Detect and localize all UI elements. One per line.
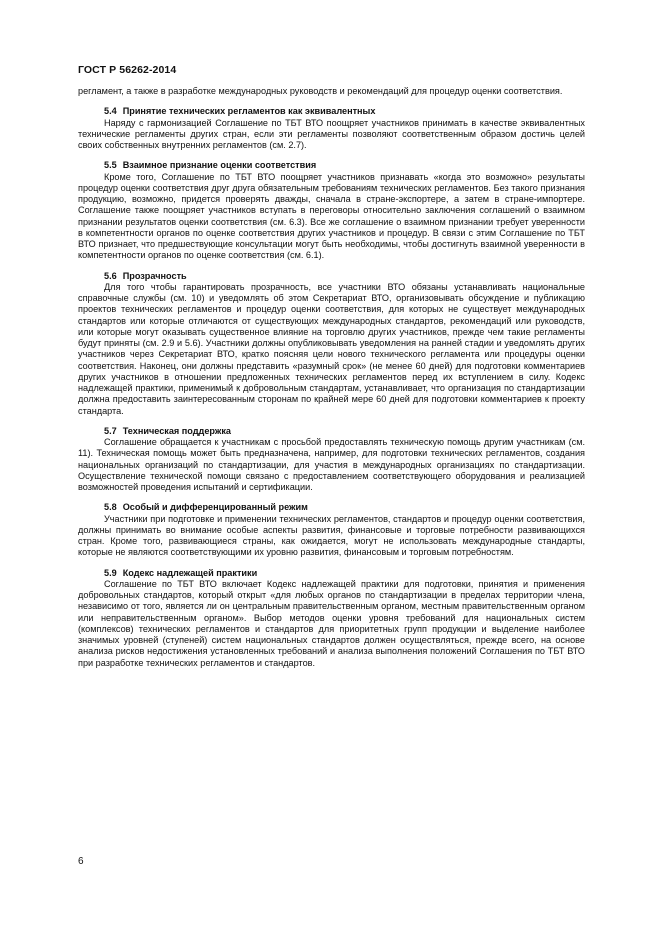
section-title: Кодекс надлежащей практики bbox=[122, 567, 258, 578]
section-number: 5.7 bbox=[104, 425, 117, 436]
section-heading bbox=[78, 426, 585, 437]
intro-paragraph: регламент, а также в разработке международных руководств и рекомендаций для процедур оценки соответствия. bbox=[78, 86, 563, 96]
section-5-8 bbox=[78, 502, 585, 558]
section-5-6 bbox=[78, 271, 585, 417]
section-5-9 bbox=[78, 568, 585, 669]
section-heading bbox=[78, 160, 585, 171]
section-number: 5.9 bbox=[104, 567, 117, 578]
section-5-4 bbox=[78, 106, 585, 151]
section-paragraph: Кроме того, Соглашение по ТБТ ВТО поощряет участников признавать «когда это возможно» результаты процедур оценки соответствия друг друга обязательным требованиям технических регламентов. Без такого признания продукцию, возможно, придется проверять дважды, сначала в стране-экспортере, а затем в стране-импортере. Соглашение также поощряет участников вступать в переговоры относительно заключения соглашений о взаимном признании результатов оценки соответствия (см. 6.3). Все же соглашение о взаимном признании требует уверенности в компетентности органов по оценке соответствия других участников и процедур. В связи с этим Соглашение по ТБТ ВТО признает, что предшествующие консультации могут быть необходимы, чтобы достигнуть взаимной уверенности в компетентности органов по оценке соответствия (см. 6.1). bbox=[78, 171, 585, 261]
section-heading bbox=[78, 502, 585, 513]
section-paragraph: Соглашение по ТБТ ВТО включает Кодекс надлежащей практики для подготовки, принятия и применения добровольных стандартов, который открыт «для любых органов по стандартизации в пределах территории члена, независимо от того, является ли он центральным правительственным органом, местным правительственным органом или неправительственным органом». Выбор методов оценки уровня требований для национальных систем (комплексов) технических регламентов и стандартов для приоритетных групп продукции и выделение наиболее значимых уровней (ступеней) систем национальных стандартов должен осуществляться, прежде всего, на основе анализа рисков недостижения установленных требований и анализа выполнения положений Соглашения по ТБТ ВТО при разработке технических регламентов и стандартов. bbox=[78, 578, 585, 668]
section-5-5 bbox=[78, 160, 585, 261]
section-title: Техническая поддержка bbox=[122, 425, 231, 436]
section-number: 5.6 bbox=[104, 270, 117, 281]
section-title: Взаимное признание оценки соответствия bbox=[122, 160, 317, 171]
section-paragraph: Соглашение обращается к участникам с просьбой предоставлять техническую помощь другим участникам (см. 11). Техническая помощь может быть предназначена, например, для подготовки технических регламентов, создания национальных организаций по стандартизации, для участия в международных организациях по стандартизации. Осуществление технической помощи связано с предоставлением соответствующего оборудования и реализацией возможностей проведения испытаний и сертификации. bbox=[78, 437, 585, 492]
document-body bbox=[78, 86, 585, 669]
section-heading bbox=[78, 568, 585, 579]
page-number: 6 bbox=[78, 856, 84, 867]
section-number: 5.4 bbox=[104, 106, 117, 117]
section-title: Особый и дифференцированный режим bbox=[122, 502, 308, 513]
section-5-7 bbox=[78, 426, 585, 494]
section-paragraph: Для того чтобы гарантировать прозрачность, все участники ВТО обязаны устанавливать национальные справочные службы (см. 10) и уведомлять об этом Секретариат ВТО, организовывать обсуждение и публикацию проектов технических регламентов и процедур оценки соответствия, для которых не существует международных стандартов или которые отличаются от существующих международных стандартов, рекомендаций или руководств, или которые могут оказывать существенное влияние на торговлю других участников, прежде чем такие регламенты будут приняты (см. 2.9 и 5.6). Участники должны опубликовывать уведомления на ранней стадии и уведомлять других участников через Секретариат ВТО, кратко поясняя цели нового технического регламента или процедуры оценки соответствия. Наконец, они должны представить «разумный срок» (не менее 60 дней) для подготовки комментариев других участников в отношении предложенных технических регламентов перед их вступлением в силу. Кодекс надлежащей практики, применимый к добровольным стандартам, устанавливает, что организация по стандартизации должна предоставить заинтересованным сторонам по крайней мере 60 дней для подготовки комментариев к проекту стандарта. bbox=[78, 281, 585, 416]
section-title: Прозрачность bbox=[122, 270, 187, 281]
section-heading bbox=[78, 106, 585, 117]
section-number: 5.5 bbox=[104, 160, 117, 171]
section-paragraph: Наряду с гармонизацией Соглашение по ТБТ ВТО поощряет участников принимать в качестве эквивалентных технические регламенты других стран, если эти регламенты позволяют соответственным образом достичь целей своих собственных внутренних регламентов (см. 2.7). bbox=[78, 117, 585, 150]
section-heading bbox=[78, 271, 585, 282]
section-title: Принятие технических регламентов как эквивалентных bbox=[122, 106, 376, 117]
section-paragraph: Участники при подготовке и применении технических регламентов, стандартов и процедур оценки соответствия, должны принимать во внимание особые аспекты развития, финансовые и торговые потребности развивающихся стран. Кроме того, развивающиеся страны, как ожидается, могут не использовать международные стандарты, которые не являются соответствующими их уровню развития, финансовым и торговым потребностям. bbox=[78, 513, 585, 558]
section-number: 5.8 bbox=[104, 502, 117, 513]
document-code: ГОСТ Р 56262-2014 bbox=[78, 64, 177, 76]
